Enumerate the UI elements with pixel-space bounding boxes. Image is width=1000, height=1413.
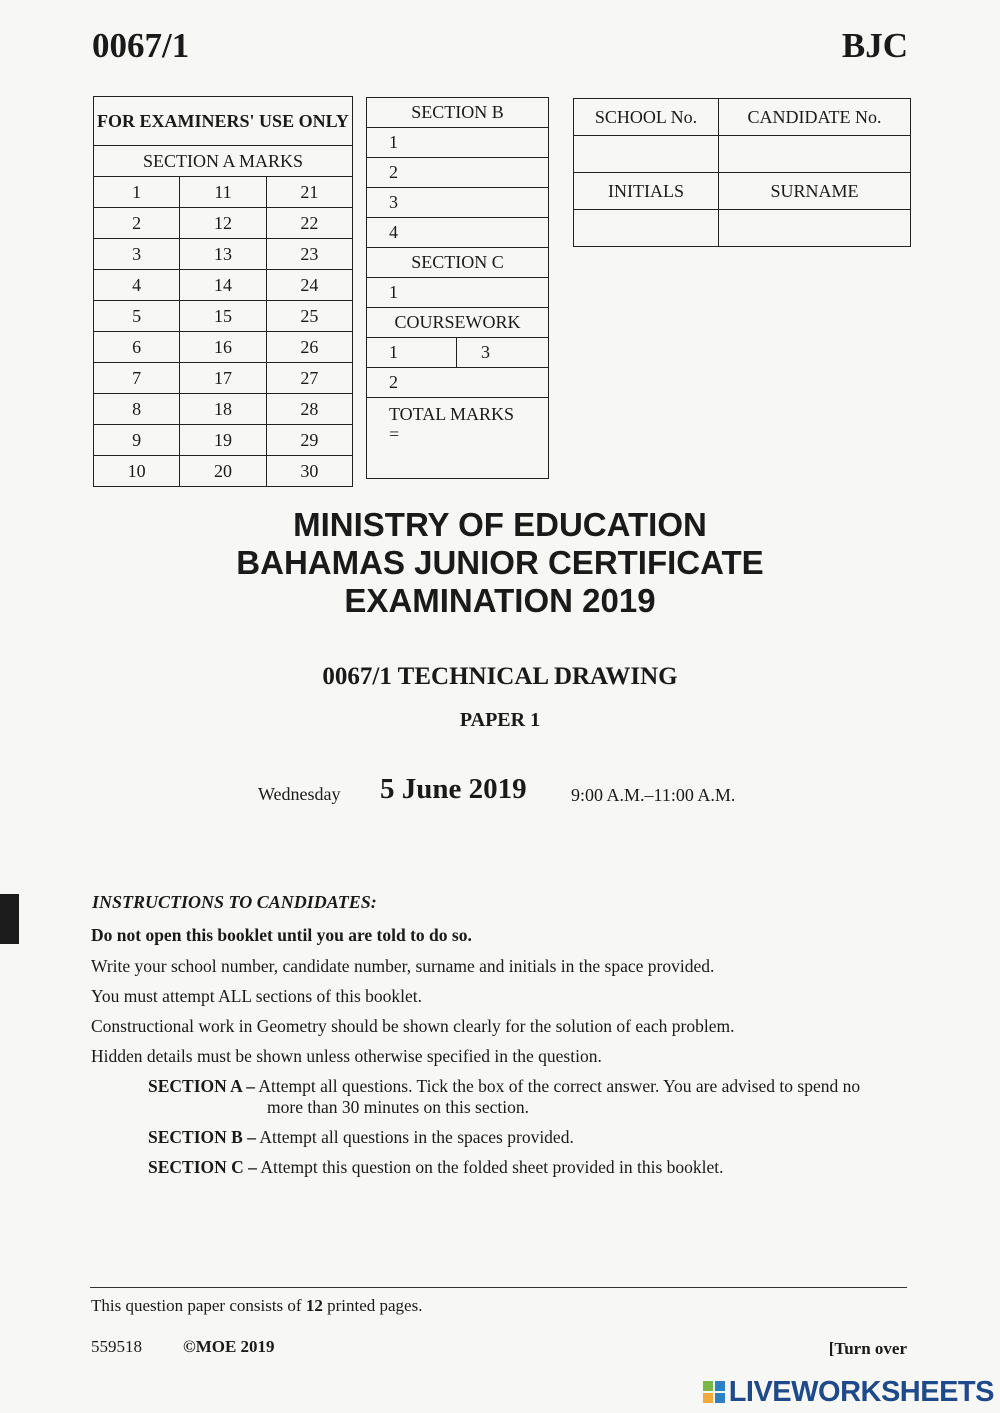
turn-over: [Turn over [828,1339,907,1358]
section-a-row [94,239,353,270]
exam-title [0,506,1000,620]
instruction-line: Do not open this booklet until you are told to do so. [91,925,472,945]
subject-title: 0067/1 TECHNICAL DRAWING [322,663,678,690]
section-a-row [94,332,353,363]
total-marks-equals: = [389,424,400,444]
candidate-details-table [573,98,911,247]
section-a-mark-cell[interactable]: 11 [180,177,266,208]
section-a-mark-cell[interactable]: 13 [180,239,266,270]
page-count-note [91,1296,422,1316]
coursework-label: COURSEWORK [367,308,549,338]
section-a-row [94,177,353,208]
examiners-use-heading: FOR EXAMINERS' USE ONLY [94,97,353,146]
section-a-mark-cell[interactable]: 9 [94,425,180,456]
section-a-mark-cell[interactable]: 12 [180,208,266,239]
section-a-mark-cell[interactable]: 8 [94,394,180,425]
section-a-mark-cell[interactable]: 29 [266,425,352,456]
section-a-mark-cell[interactable]: 22 [266,208,352,239]
section-a-row [94,270,353,301]
page-edge-tab [0,894,19,944]
section-a-mark-cell[interactable]: 19 [180,425,266,456]
exam-date: 5 June 2019 [380,773,527,805]
page-count-prefix: This question paper consists of [91,1296,302,1315]
section-instruction-text: Attempt all questions in the spaces provided. [259,1127,574,1147]
section-a-mark-cell[interactable]: 21 [266,177,352,208]
section-b-item[interactable]: 2 [367,158,549,188]
initials-field[interactable] [574,210,719,247]
liveworksheets-wordmark: LIVEWORKSHEETS [728,1375,994,1408]
section-b-instruction [148,1127,918,1148]
section-a-mark-cell[interactable]: 2 [94,208,180,239]
exam-board: BJC [841,26,908,65]
section-a-mark-cell[interactable]: 20 [180,456,266,487]
examiners-use-table [93,96,353,487]
section-a-mark-cell[interactable]: 1 [94,177,180,208]
section-instruction-label: SECTION B – [148,1127,256,1147]
section-b-item[interactable]: 3 [367,188,549,218]
title-line-ministry: MINISTRY OF EDUCATION [293,506,707,543]
section-a-instruction [148,1076,918,1118]
total-marks-label: TOTAL MARKS [389,404,515,424]
section-a-mark-cell[interactable]: 27 [266,363,352,394]
section-c-label: SECTION C [367,248,549,278]
section-a-marks-label: SECTION A MARKS [94,146,353,177]
instruction-line: Constructional work in Geometry should be shown clearly for the solution of each problem. [91,1016,735,1036]
title-line-examination: EXAMINATION 2019 [344,582,656,619]
liveworksheets-logo[interactable] [703,1377,994,1407]
section-a-row [94,301,353,332]
section-a-mark-cell[interactable]: 15 [180,301,266,332]
section-a-row [94,363,353,394]
section-a-mark-cell[interactable]: 25 [266,301,352,332]
copyright: ©MOE 2019 [183,1337,275,1356]
section-a-mark-cell[interactable]: 23 [266,239,352,270]
section-a-mark-cell[interactable]: 6 [94,332,180,363]
section-a-mark-cell[interactable]: 17 [180,363,266,394]
section-a-mark-cell[interactable]: 3 [94,239,180,270]
surname-label: SURNAME [719,173,911,210]
instruction-line: You must attempt ALL sections of this booklet. [91,986,423,1006]
section-a-mark-cell[interactable]: 10 [94,456,180,487]
candidate-no-field[interactable] [719,136,911,173]
section-a-mark-cell[interactable]: 26 [266,332,352,363]
coursework-item[interactable]: 2 [367,368,549,398]
section-c-instruction [148,1157,918,1178]
section-a-mark-cell[interactable]: 4 [94,270,180,301]
section-b-item[interactable]: 4 [367,218,549,248]
footer-divider [90,1287,907,1288]
section-instruction-text: Attempt all questions. Tick the box of the correct answer. You are advised to spend no [258,1076,861,1096]
instructions-heading: INSTRUCTIONS TO CANDIDATES: [92,892,377,912]
section-a-mark-cell[interactable]: 5 [94,301,180,332]
total-marks-cell[interactable] [367,398,549,479]
surname-field[interactable] [719,210,911,247]
coursework-item[interactable]: 1 [367,338,457,368]
paper-code: 0067/1 [92,26,190,65]
section-b-item[interactable]: 1 [367,128,549,158]
paper-number: PAPER 1 [459,709,541,731]
instruction-line: Write your school number, candidate number, surname and initials in the space provided. [91,956,715,976]
section-instruction-continued: more than 30 minutes on this section. [267,1097,529,1117]
section-a-mark-cell[interactable]: 28 [266,394,352,425]
title-line-certificate: BAHAMAS JUNIOR CERTIFICATE [236,544,764,581]
section-a-mark-cell[interactable]: 14 [180,270,266,301]
section-a-mark-cell[interactable]: 30 [266,456,352,487]
section-a-row [94,425,353,456]
section-b-label: SECTION B [367,98,549,128]
sections-marks-table [366,97,549,479]
initials-label: INITIALS [574,173,719,210]
exam-time: 9:00 A.M.–11:00 A.M. [571,785,736,805]
instruction-line: Hidden details must be shown unless otherwise specified in the question. [91,1046,602,1066]
section-instruction-label: SECTION A – [148,1076,255,1096]
section-instruction-label: SECTION C – [148,1157,257,1177]
candidate-no-label: CANDIDATE No. [719,99,911,136]
page-count-suffix: printed pages. [327,1296,423,1315]
section-a-row [94,394,353,425]
section-a-row [94,456,353,487]
section-a-mark-cell[interactable]: 16 [180,332,266,363]
section-c-item[interactable]: 1 [367,278,549,308]
section-instruction-text: Attempt this question on the folded sheet provided in this booklet. [260,1157,724,1177]
paper-reference: 559518 [91,1337,142,1356]
exam-day: Wednesday [258,784,341,804]
liveworksheets-icon [703,1381,725,1403]
page-count-number: 12 [305,1296,323,1315]
section-a-mark-cell[interactable]: 24 [266,270,352,301]
section-a-mark-cell[interactable]: 18 [180,394,266,425]
coursework-item[interactable]: 3 [457,338,549,368]
section-a-row [94,208,353,239]
school-no-field[interactable] [574,136,719,173]
school-no-label: SCHOOL No. [574,99,719,136]
section-a-mark-cell[interactable]: 7 [94,363,180,394]
